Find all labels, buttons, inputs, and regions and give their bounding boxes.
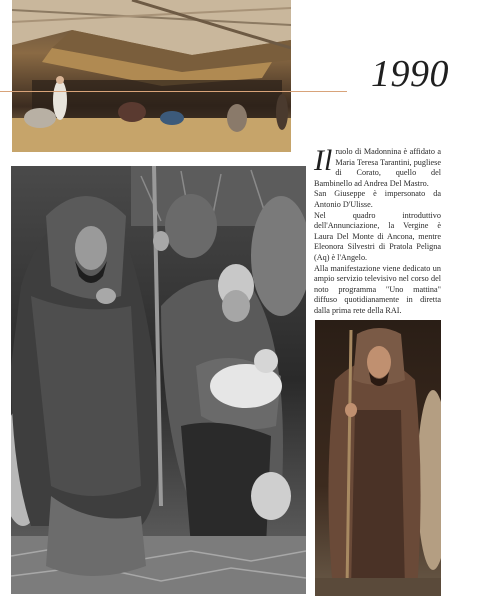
paragraph-1-text: ruolo di Madonnina è affidato a Maria Teresa Tarantini, pugliese di Corato, quello del Bambinello ad Andrea Del Mastro. bbox=[314, 147, 441, 188]
drop-cap: Il bbox=[314, 144, 333, 177]
paragraph-3: Nel quadro introduttivo dell'Annunciazione, la Vergine è Laura Del Monte di Ancona, mentre Eleonora Silvestri di Pratola Peligna (Aq) è l'Angelo. bbox=[314, 210, 441, 262]
saint-joseph-photo bbox=[315, 320, 441, 596]
nativity-stable-photo bbox=[12, 0, 291, 152]
article-text bbox=[314, 144, 441, 317]
holy-family-photo bbox=[11, 166, 306, 594]
paragraph-1 bbox=[314, 144, 441, 189]
year-heading: 1990 bbox=[347, 54, 451, 94]
paragraph-4: Alla manifestazione viene dedicato un ampio servizio televisivo nel corso del noto programma "Uno mattina" diffuso quotidianamente in diretta dalla prima rete della RAI. bbox=[314, 263, 441, 315]
paragraph-2: San Giuseppe è impersonato da Antonio D'Ulisse. bbox=[314, 189, 441, 209]
